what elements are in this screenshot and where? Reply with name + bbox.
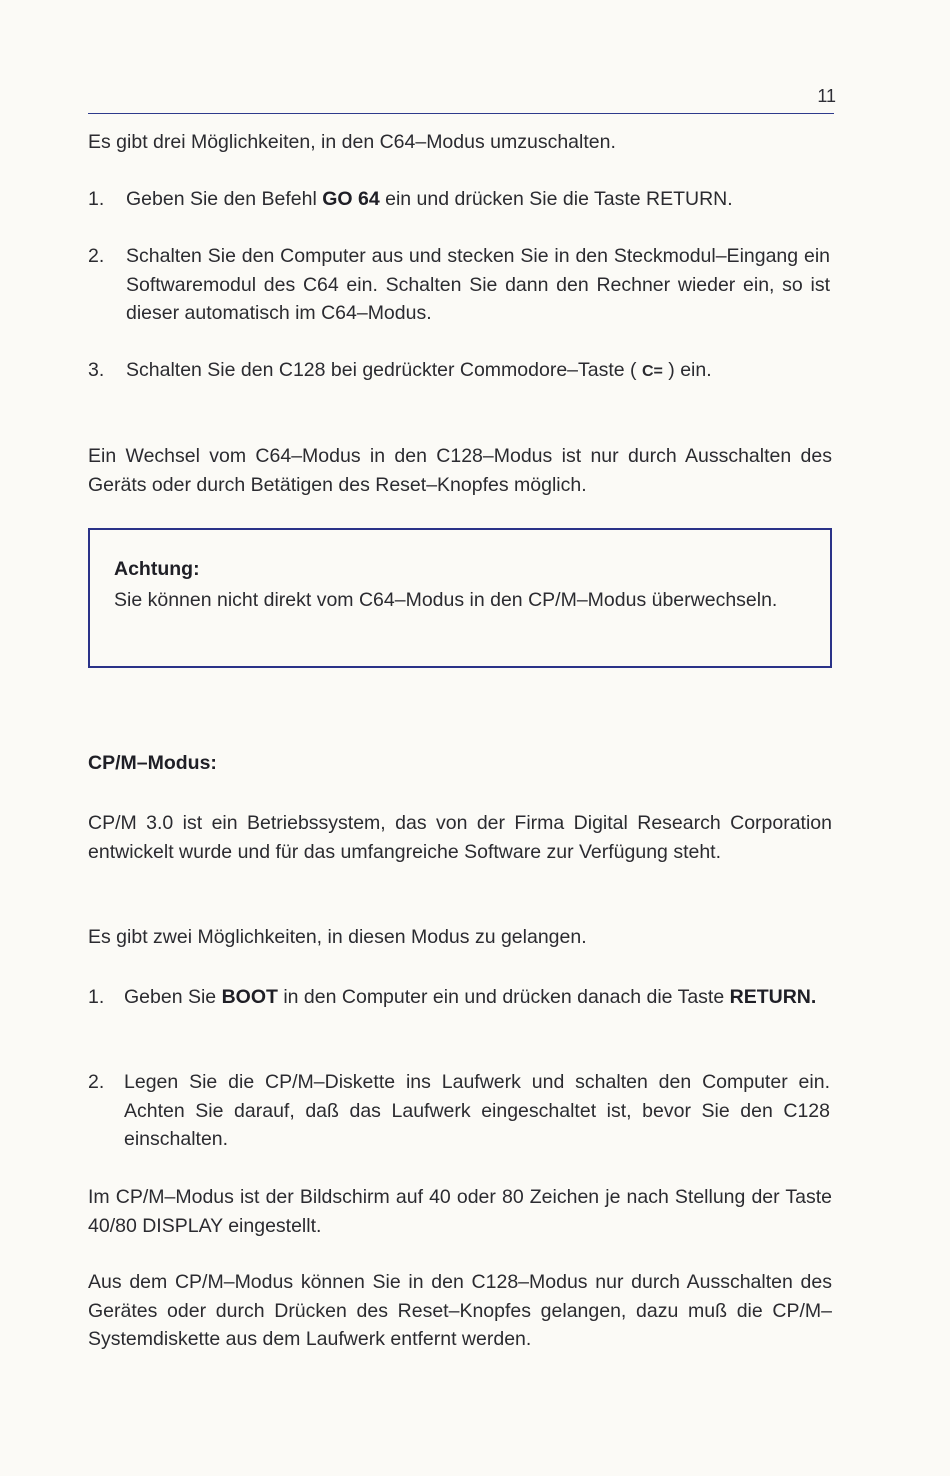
cpm-intro: CP/M 3.0 ist ein Betriebssystem, das von der Firma Digital Research Corporation entwickelt wurde und für das umfangreiche Software zur Verfügung steht.	[88, 812, 832, 863]
step-text: Schalten Sie den Computer aus und stecken Sie in den Steckmodul–Eingang ein Softwaremodul des C64 ein. Schalten Sie dann den Rechner wieder ein, so ist dieser automatisch im C64–Modus.	[126, 245, 830, 324]
step-number: 1.	[88, 986, 105, 1008]
commodore-key-icon: C=	[641, 363, 663, 380]
switch-note: Ein Wechsel vom C64–Modus in den C128–Modus ist nur durch Ausschalten des Geräts oder durch Betätigen des Reset–Knopfes möglich.	[88, 445, 832, 496]
step-text	[124, 983, 830, 1012]
cpm-heading: CP/M–Modus:	[88, 752, 217, 774]
step-text-pre: Schalten Sie den C128 bei gedrückter Commodore–Taste (	[126, 359, 642, 381]
command-boot: BOOT	[221, 986, 278, 1008]
command-go64: GO 64	[322, 188, 380, 210]
warning-title: Achtung:	[114, 558, 200, 580]
step-number: 2.	[88, 245, 105, 267]
warning-box	[88, 528, 832, 668]
step-text: Legen Sie die CP/M–Diskette ins Laufwerk und schalten den Computer ein. Achten Sie darauf, daß das Laufwerk eingeschaltet ist, bevor Sie den C128 einschalten.	[124, 1071, 830, 1150]
key-return: RETURN.	[729, 986, 817, 1008]
step-text-pre: Geben Sie	[124, 986, 222, 1008]
cpm-ways: Es gibt zwei Möglichkeiten, in diesen Modus zu gelangen.	[88, 926, 587, 948]
step-number: 3.	[88, 359, 105, 381]
display-note: Im CP/M–Modus ist der Bildschirm auf 40 oder 80 Zeichen je nach Stellung der Taste 40/80 DISPLAY eingestellt.	[88, 1186, 832, 1237]
step-text-post: ) ein.	[662, 359, 712, 381]
step-number: 2.	[88, 1071, 105, 1093]
header-rule	[88, 113, 834, 114]
step-text	[126, 356, 830, 387]
exit-note: Aus dem CP/M–Modus können Sie in den C128–Modus nur durch Ausschalten des Gerätes oder durch Drücken des Reset–Knopfes gelangen, dazu muß die CP/M–Systemdiskette aus dem Laufwerk entfernt werden.	[88, 1271, 832, 1350]
step-text-pre: Geben Sie den Befehl	[126, 188, 323, 210]
intro-text: Es gibt drei Möglichkeiten, in den C64–Modus umzuschalten.	[88, 131, 616, 153]
step-text-post: ein und drücken Sie die Taste RETURN.	[379, 188, 733, 210]
step-text	[126, 185, 830, 214]
warning-text: Sie können nicht direkt vom C64–Modus in den CP/M–Modus überwechseln.	[114, 589, 778, 611]
step-number: 1.	[88, 188, 105, 210]
page-number: 11	[817, 86, 836, 106]
step-text-mid: in den Computer ein und drücken danach die Taste	[277, 986, 730, 1008]
